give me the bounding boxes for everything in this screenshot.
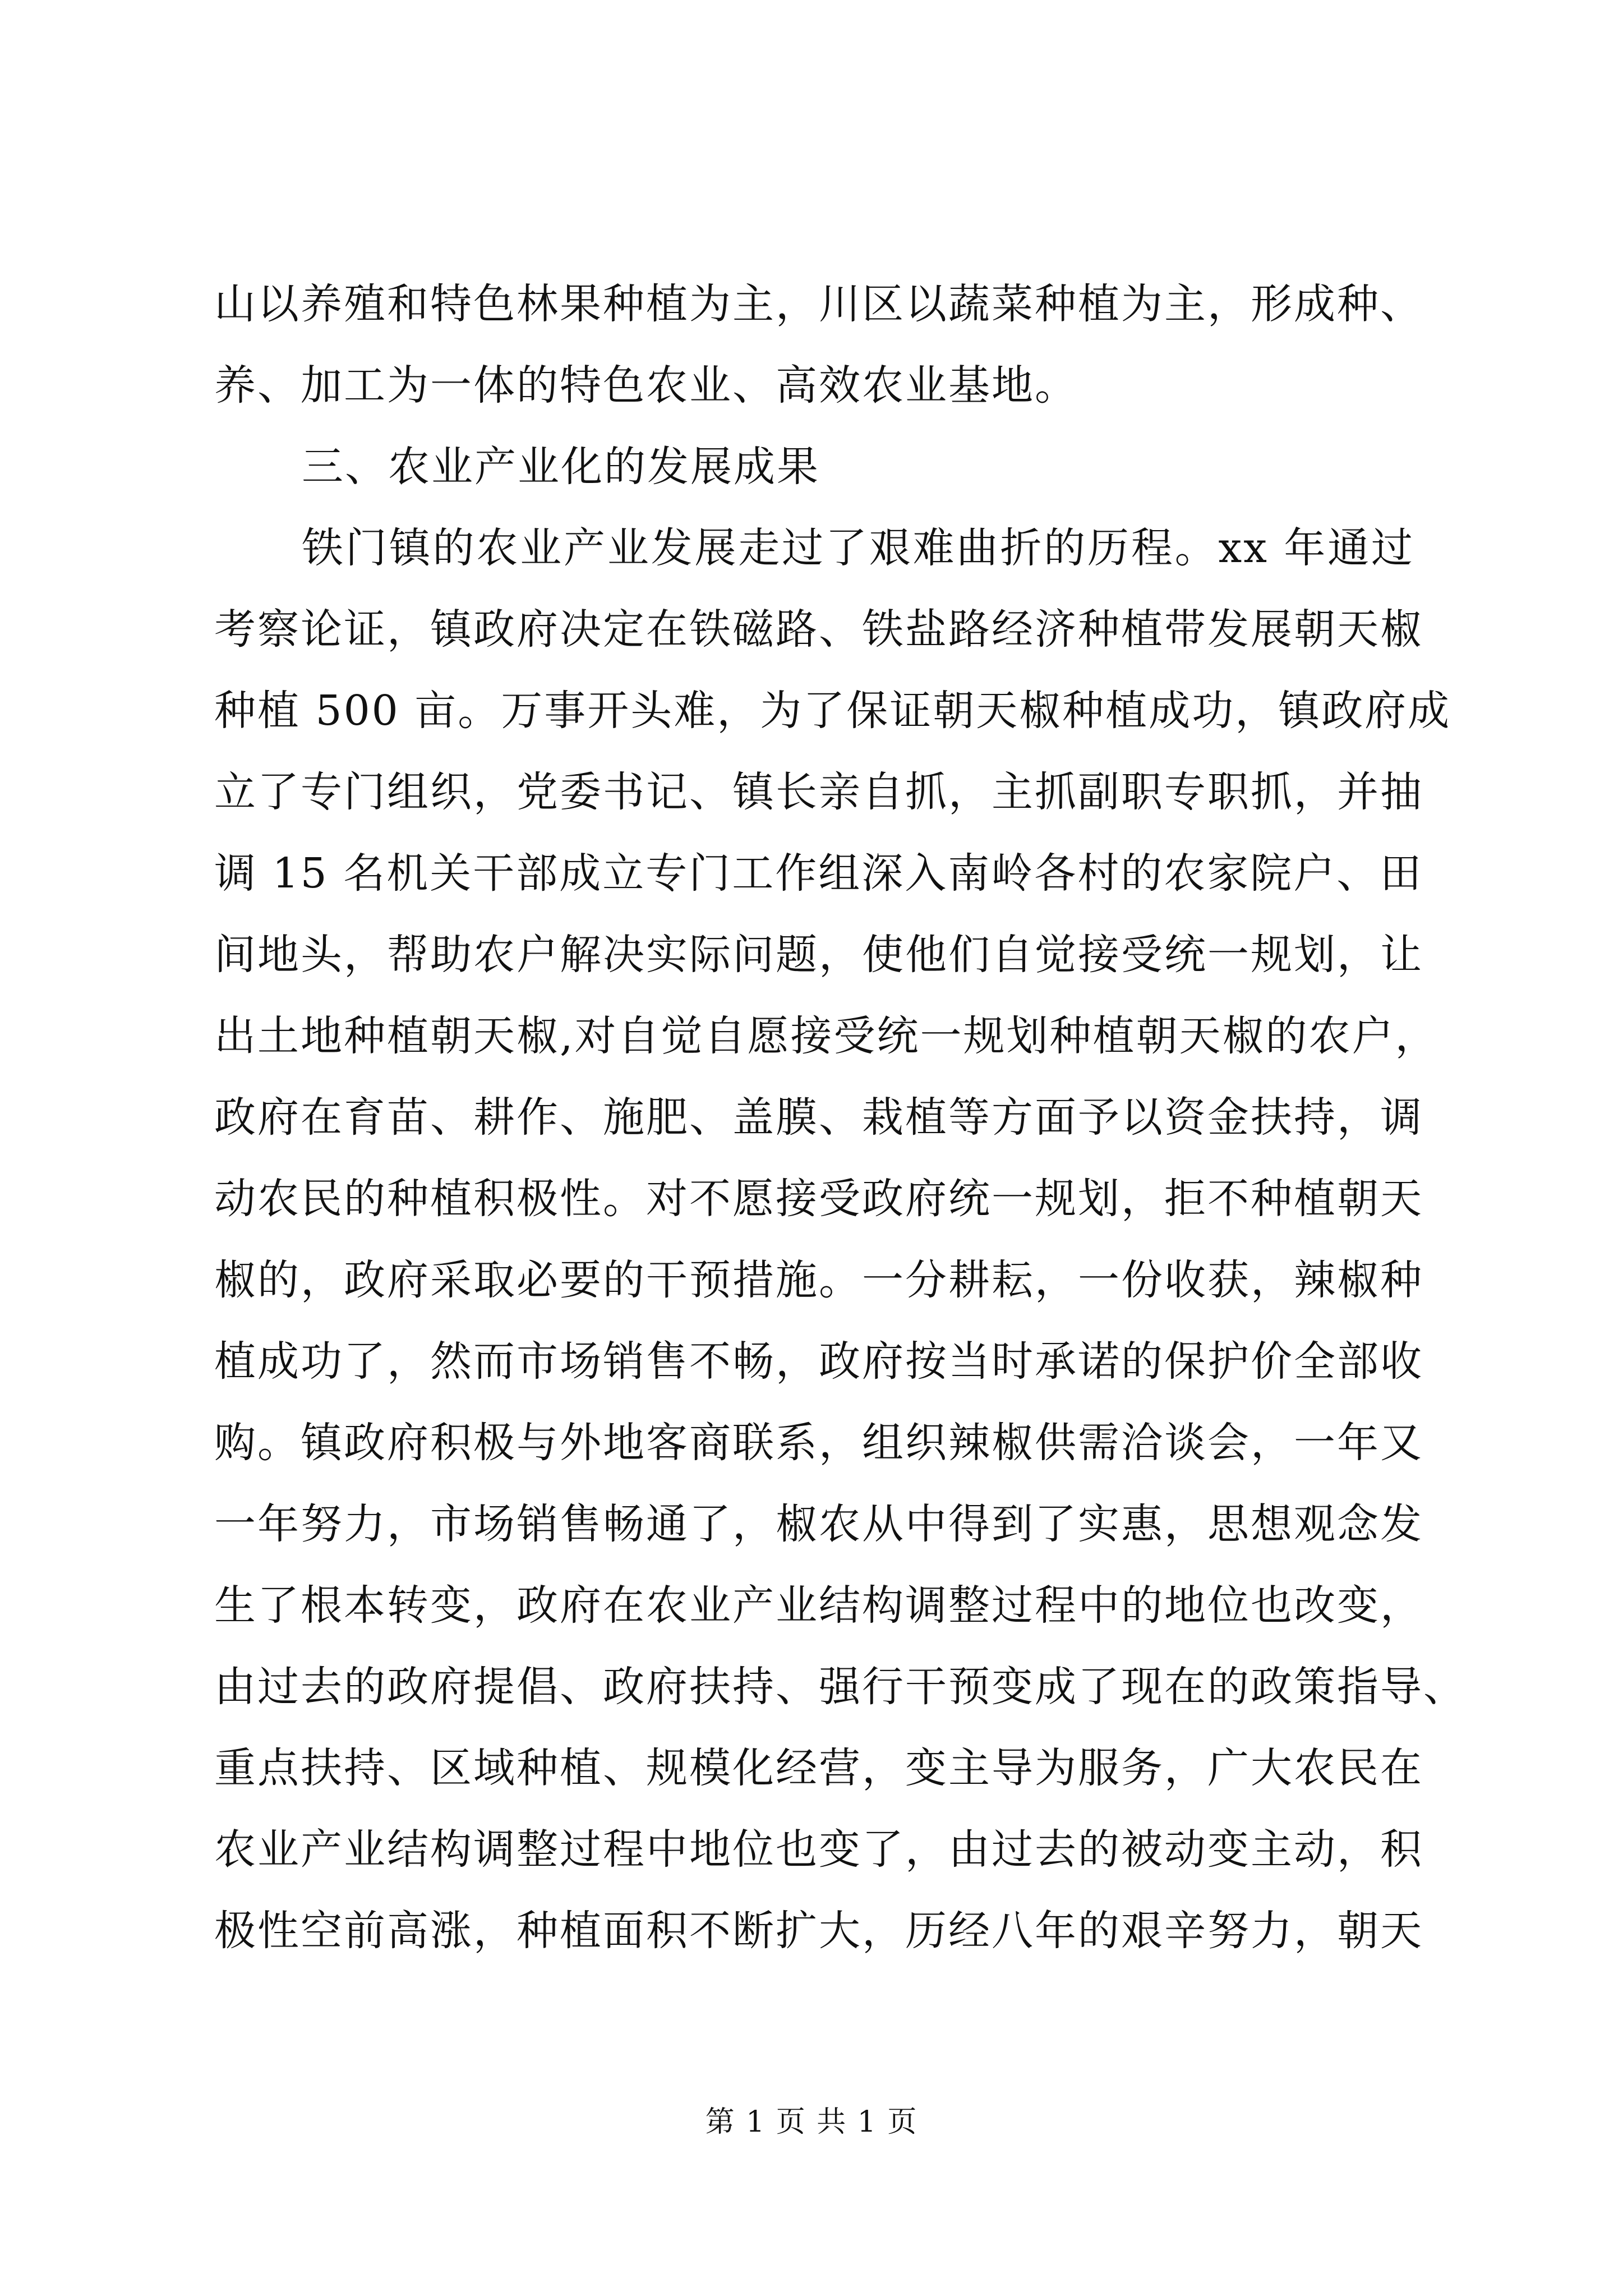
document-body <box>214 264 1467 1972</box>
paragraph-line: 椒的，政府采取必要的干预措施。一分耕耘，一份收获，辣椒种 <box>214 1256 1423 1304</box>
paragraph-line: 出土地种植朝天椒,对自觉自愿接受统一规划种植朝天椒的农户， <box>214 1012 1438 1060</box>
paragraph-line: 重点扶持、区域种植、规模化经营，变主导为服务，广大农民在 <box>214 1744 1423 1792</box>
paragraph-line: 由过去的政府提倡、政府扶持、强行干预变成了现在的政策指导、 <box>214 1663 1467 1711</box>
paragraph-line: 植成功了，然而市场销售不畅，政府按当时承诺的保护价全部收 <box>214 1337 1423 1386</box>
paragraph-line: 种植 500 亩。万事开头难，为了保证朝天椒种植成功，镇政府成 <box>214 687 1451 735</box>
paragraph-line: 农业产业结构调整过程中地位也变了，由过去的被动变主动，积 <box>214 1825 1423 1874</box>
page-number-footer: 第 1 页 共 1 页 <box>705 2105 918 2139</box>
paragraph-line: 立了专门组织，党委书记、镇长亲自抓，主抓副职专职抓，并抽 <box>214 768 1423 816</box>
paragraph-line: 极性空前高涨，种植面积不断扩大，历经八年的艰辛努力，朝天 <box>214 1907 1423 1955</box>
paragraph-line: 购。镇政府积极与外地客商联系，组织辣椒供需洽谈会，一年又 <box>214 1419 1423 1467</box>
paragraph-line: 间地头，帮助农户解决实际问题，使他们自觉接受统一规划，让 <box>214 931 1423 979</box>
paragraph-line: 政府在育苗、耕作、施肥、盖膜、栽植等方面予以资金扶持，调 <box>214 1093 1423 1142</box>
paragraph-line: 山以养殖和特色林果种植为主，川区以蔬菜种植为主，形成种、 <box>214 280 1423 328</box>
paragraph-line: 考察论证，镇政府决定在铁磁路、铁盐路经济种植带发展朝天椒 <box>214 605 1423 654</box>
paragraph-line: 铁门镇的农业产业发展走过了艰难曲折的历程。xx 年通过 <box>302 524 1414 572</box>
paragraph-line: 一年努力，市场销售畅通了，椒农从中得到了实惠，思想观念发 <box>214 1500 1423 1548</box>
paragraph-line: 生了根本转变，政府在农业产业结构调整过程中的地位也改变， <box>214 1581 1423 1630</box>
paragraph-line: 养、加工为一体的特色农业、高效农业基地。 <box>214 361 1078 409</box>
paragraph-line: 动农民的种植积极性。对不愿接受政府统一规划，拒不种植朝天 <box>214 1175 1423 1223</box>
paragraph-line: 调 15 名机关干部成立专门工作组深入南岭各村的农家院户、田 <box>214 849 1423 898</box>
section-heading: 三、农业产业化的发展成果 <box>302 443 820 491</box>
